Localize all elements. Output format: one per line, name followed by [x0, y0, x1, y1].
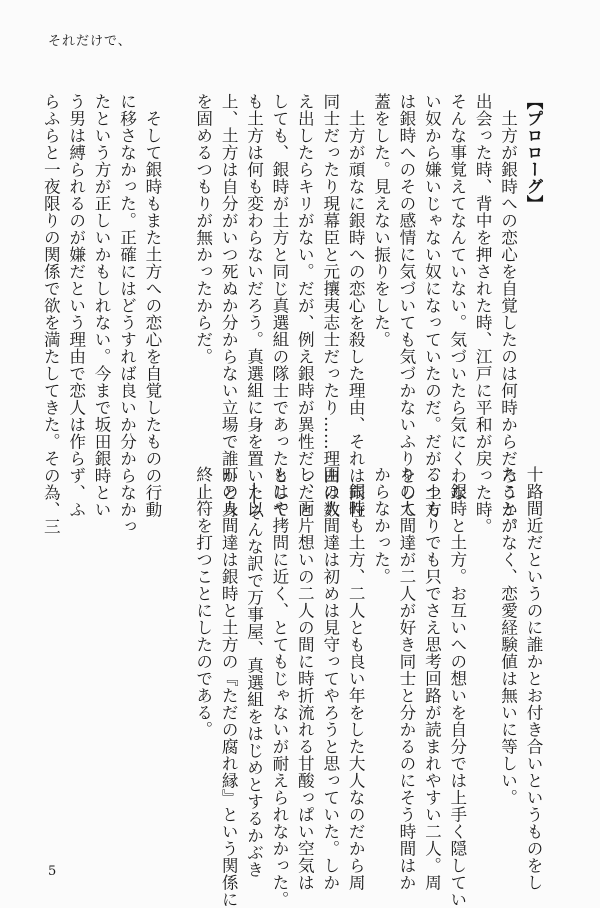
- text-line: 出会った時、背中を押された時、江戸に平和が戻った時。: [473, 93, 493, 535]
- text-line: たことがなく、恋愛経験値は無いに等しい。: [498, 466, 518, 806]
- text-line: も土方は何も変わらないだろう。真選組に身を置いた以: [244, 93, 264, 518]
- text-line: に移さなかった。正確にはどうすれば良いか分からなかっ: [117, 93, 137, 535]
- text-line: しても、銀時が土方と同じ真選組の隊士であったとして: [269, 93, 289, 518]
- text-line: 同士だったり現幕臣と元攘夷志士だったり……理由は数: [320, 93, 340, 518]
- text-line: 十路間近だというのに誰かとお付き合いというものをし: [524, 466, 543, 891]
- text-line: もはや拷問に近く、とてもじゃないが耐えられなかった。: [269, 466, 289, 908]
- text-line: からなかった。: [371, 466, 391, 585]
- text-line: 囲の人間達は初めは見守ってやろうと思っていた。しか: [320, 466, 340, 891]
- text-line: 上、土方は自分がいつ死ぬか分からない立場で誰かと身: [219, 93, 239, 518]
- text-line: 土方が銀時への恋心を自覚したのは何時からだろうか。: [498, 93, 518, 535]
- text-line: し、両片想いの二人の間に時折流れる甘酸っぱい空気は: [295, 466, 315, 891]
- page-number: 5: [48, 864, 57, 879]
- text-line: らふらと一夜限りの関係で欲を満たしてきた。その為、三: [41, 93, 61, 535]
- text-line: そんな事覚えてなんていない。気づいたら気にくわな: [447, 93, 467, 501]
- text-line: い奴から嫌いじゃない奴になっていたのだ。だが、土方: [422, 93, 442, 518]
- text-line: たという方が正しいかもしれない。今まで坂田銀時とい: [92, 93, 112, 518]
- text-line: りの人間達が二人が好き同士と分かるのにそう時間はか: [396, 466, 416, 891]
- text-line: 土方が頑なに銀時への恋心を殺した理由、それは同性: [346, 93, 366, 518]
- text-line: は銀時へのその感情に気づいても気づかないふりをして: [396, 93, 416, 518]
- text-line: 銀時も土方、二人とも良い年をした大人なのだから周: [346, 466, 366, 891]
- upper-text-block: [38, 93, 546, 535]
- text-line: そして銀時もまた土方への恋心を自覚したものの行動: [142, 93, 162, 518]
- text-line: 終止符を打つことにしたのである。: [193, 466, 213, 738]
- blank-line: [165, 93, 190, 453]
- text-line: を固めるつもりが無かったからだ。: [193, 93, 213, 365]
- text-line: 蓋をした。見えない振りをした。: [371, 93, 391, 348]
- text-line: え出したらキリがない。だが、例え銀時が異性だったと: [295, 93, 315, 518]
- text-line: 銀時と土方。お互いへの想いを自分では上手く隠してい: [447, 466, 467, 908]
- lower-text-block: [190, 466, 546, 908]
- text-line: う男は縛られるのが嫌だという理由で恋人は作らず、ふ: [66, 93, 86, 518]
- chapter-heading: 【プロローグ】: [524, 93, 544, 212]
- text-line: るつもりでも只でさえ思考回路が読まれやすい二人。周: [422, 466, 442, 891]
- blank-line: [470, 466, 495, 846]
- text-line: 町の人間達は銀時と土方の『ただの腐れ縁』という関係に: [219, 466, 239, 908]
- running-head: それだけで、: [48, 34, 132, 49]
- text-line: ──そんな訳で万事屋、真選組をはじめとするかぶき: [244, 466, 264, 878]
